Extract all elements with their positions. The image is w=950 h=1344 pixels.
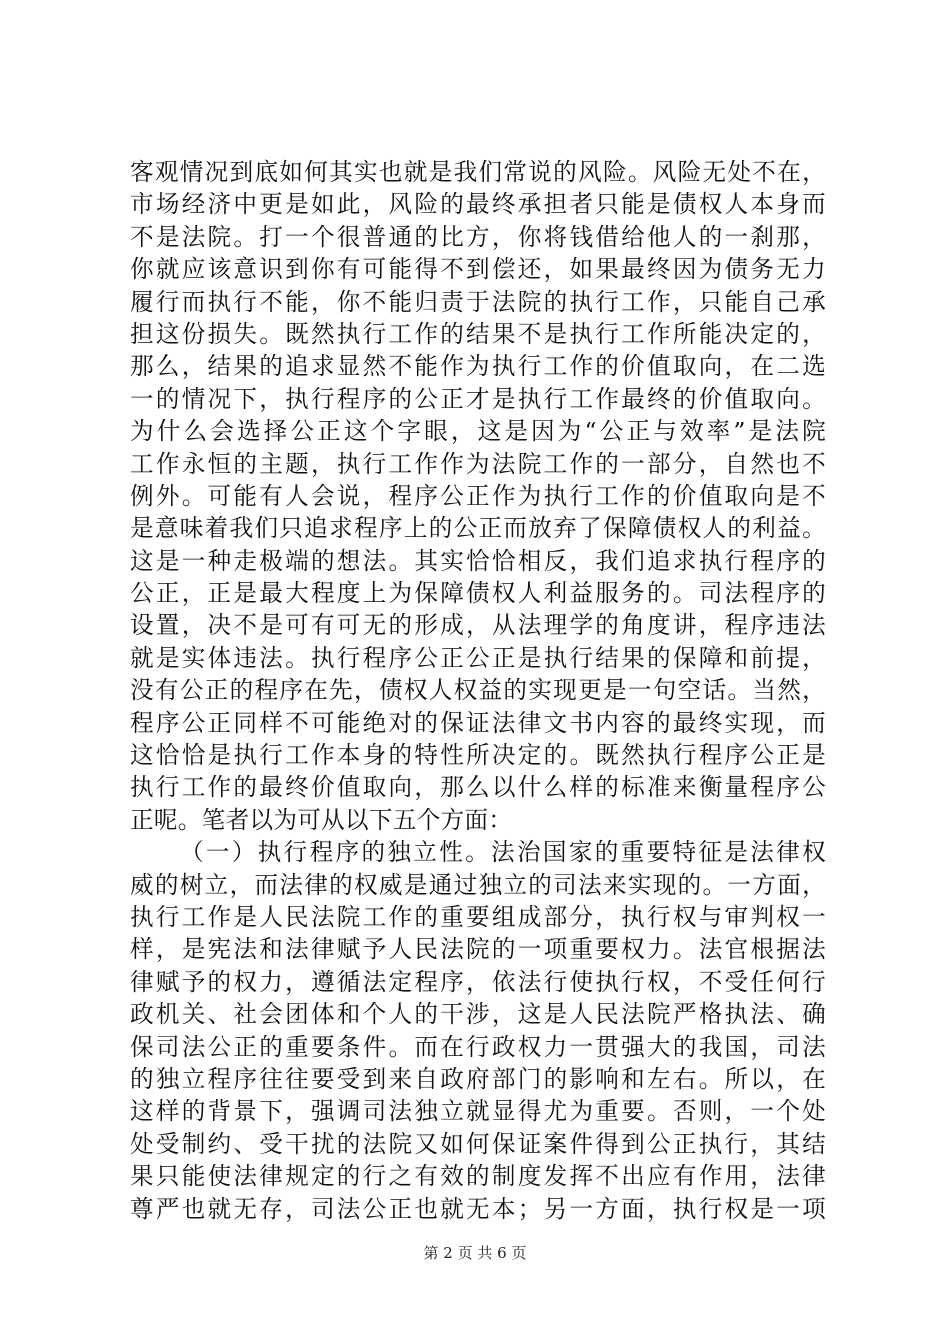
text-line: 市场经济中更是如此，风险的最终承担者只能是债权人本身而: [130, 190, 826, 219]
text-line: 履行而执行不能，你不能归责于法院的执行工作，只能自己承: [130, 287, 826, 316]
section-heading-line: （一）执行程序的独立性。法治国家的重要特征是法律权: [180, 838, 826, 867]
text-line: 执行工作是人民法院工作的重要组成部分，执行权与审判权一: [130, 902, 826, 931]
text-line: 工作永恒的主题，执行工作作为法院工作的一部分，自然也不: [130, 449, 826, 478]
page-number-footer: 第 2 页 共 6 页: [423, 1244, 527, 1262]
text-line: 样，是宪法和法律赋予人民法院的一项重要权力。法官根据法: [130, 935, 826, 964]
text-line: 就是实体违法。执行程序公正公正是执行结果的保障和前提，: [130, 643, 826, 672]
text-line: 设置，决不是可有可无的形成，从法理学的角度讲，程序违法: [130, 611, 826, 640]
text-line: 这样的背景下，强调司法独立就显得尤为重要。否则，一个处: [130, 1097, 826, 1126]
text-line: 为什么会选择公正这个字眼，这是因为“公正与效率”是法院: [130, 417, 826, 446]
text-line: 不是法院。打一个很普通的比方，你将钱借给他人的一刹那，: [130, 222, 826, 251]
text-line: 是意味着我们只追求程序上的公正而放弃了保障债权人的利益。: [130, 514, 826, 543]
text-line: 客观情况到底如何其实也就是我们常说的风险。风险无处不在，: [130, 158, 826, 186]
text-line: 执行工作的最终价值取向，那么以什么样的标准来衡量程序公: [130, 773, 826, 802]
text-line: 这是一种走极端的想法。其实恰恰相反，我们追求执行程序的: [130, 546, 826, 575]
text-line: 政机关、社会团体和个人的干涉，这是人民法院严格执法、确: [130, 1000, 826, 1029]
text-line: 程序公正同样不可能绝对的保证法律文书内容的最终实现，而: [130, 708, 826, 737]
text-line: 的独立程序往往要受到来自政府部门的影响和左右。所以，在: [130, 1064, 826, 1093]
text-line: 正呢。笔者以为可从以下五个方面：: [130, 805, 513, 834]
text-line: 没有公正的程序在先，债权人权益的实现更是一句空话。当然，: [130, 676, 826, 705]
text-line: 这恰恰是执行工作本身的特性所决定的。既然执行程序公正是: [130, 741, 826, 770]
text-line: 尊严也就无存，司法公正也就无本；另一方面，执行权是一项: [130, 1194, 826, 1223]
text-line: 那么，结果的追求显然不能作为执行工作的价值取向，在二选: [130, 352, 826, 381]
text-line: 一的情况下，执行程序的公正才是执行工作最终的价值取向。: [130, 384, 826, 413]
text-line: 保司法公正的重要条件。而在行政权力一贯强大的我国，司法: [130, 1032, 826, 1061]
text-line: 威的树立，而法律的权威是通过独立的司法来实现的。一方面，: [130, 870, 826, 899]
text-line: 例外。可能有人会说，程序公正作为执行工作的价值取向是不: [130, 481, 826, 510]
text-line: 果只能使法律规定的行之有效的制度发挥不出应有作用，法律: [130, 1162, 826, 1191]
text-line: 律赋予的权力，遵循法定程序，依法行使执行权，不受任何行: [130, 967, 826, 996]
text-line: 你就应该意识到你有可能得不到偿还，如果最终因为债务无力: [130, 255, 826, 284]
text-line: 处受制约、受干扰的法院又如何保证案件得到公正执行，其结: [130, 1129, 826, 1158]
text-line: 担这份损失。既然执行工作的结果不是执行工作所能决定的，: [130, 319, 826, 348]
document-body: [130, 156, 826, 1225]
text-line: 公正，正是最大程度上为保障债权人利益服务的。司法程序的: [130, 579, 826, 608]
